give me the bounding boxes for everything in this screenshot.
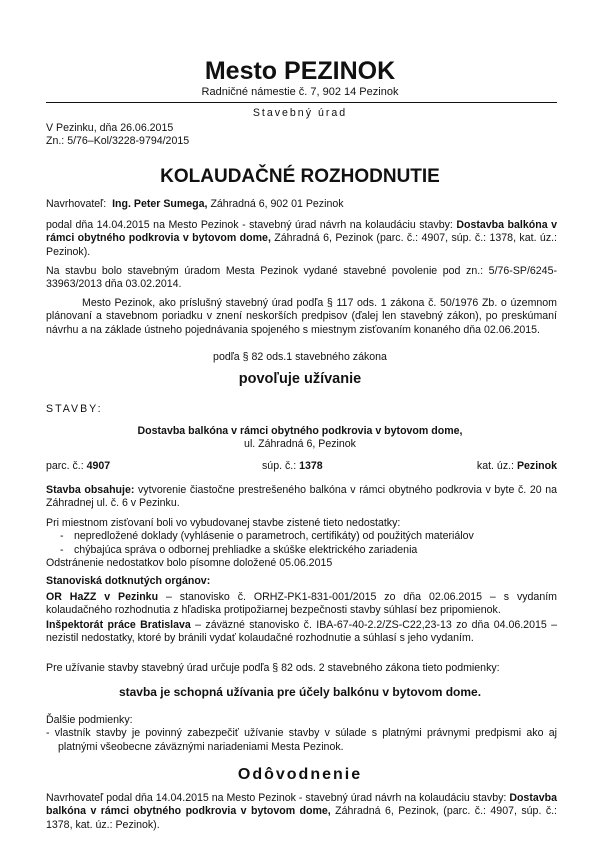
registry-label: súp. č.: bbox=[262, 460, 300, 472]
reasoning-paragraph bbox=[46, 792, 557, 832]
opinions-label: Stanoviská dotknutých orgánov: bbox=[46, 575, 211, 587]
opinion-text: – záväzné stanovisko č. IBA-67-40-2.2/ZS-C22,23-13 zo dňa 04.06.2015 – nezistil nedostatky, ktoré by bránili vydať kolaudačné rozhodnutie a súhlasí s jeho vydaním. bbox=[46, 619, 558, 645]
content-label: Stavba obsahuje: bbox=[46, 484, 135, 496]
opinion-fire-rescue bbox=[46, 591, 557, 618]
defects-intro: Pri miestnom zisťovaní boli vo vybudovanej stavbe zistené tieto nedostatky: bbox=[46, 517, 401, 529]
building-name: Dostavba balkóna v rámci obytného podkrovia v bytovom dome, bbox=[137, 425, 463, 437]
file-number: Zn.: 5/76–Kol/3228-9794/2015 bbox=[46, 135, 190, 148]
applicant-label: Navrhovateľ: bbox=[46, 198, 107, 210]
applicant-address: Záhradná 6, 902 01 Pezinok bbox=[210, 198, 344, 210]
defects-block bbox=[46, 517, 557, 571]
applicant-name: Ing. Peter Sumega, bbox=[112, 198, 208, 210]
meta-block bbox=[46, 122, 557, 149]
conditions-intro: Pre užívanie stavby stavebný úrad určuje podľa § 82 ods. 2 stavebného zákona tieto podmienky: bbox=[46, 662, 500, 674]
building-name-bold: Dostavba balkóna v rámci obytného podkrovia v bytovom dome, bbox=[46, 219, 557, 245]
paragraph-text: podal dňa 14.04.2015 na Mesto Pezinok - stavebný úrad návrh na kolaudáciu stavby: bbox=[46, 219, 457, 231]
further-conditions bbox=[46, 714, 557, 754]
reasoning-text: Navrhovateľ podal dňa 14.04.2015 na Mesto Pezinok - stavebný úrad návrh na kolaudáciu stavby: bbox=[46, 792, 510, 804]
registry-number bbox=[262, 460, 323, 473]
defects-list bbox=[46, 530, 557, 557]
registry-value: 1378 bbox=[299, 460, 323, 472]
place-date: V Pezinku, dňa 26.06.2015 bbox=[46, 122, 174, 134]
defects-resolved: Odstránenie nedostatkov bolo písomne doložené 05.06.2015 bbox=[46, 557, 333, 570]
municipality-title: Mesto PEZINOK bbox=[204, 57, 396, 85]
list-item: - nepredložené doklady (vyhlásenie o parametroch, certifikáty) od použitých materiálov bbox=[46, 530, 557, 543]
usage-statement: stavba je schopná užívania pre účely balkónu v bytovom dome. bbox=[118, 685, 482, 699]
content-text: vytvorenie čiastočne prestrešeného balkóna v rámci obytného podkrovia v byte č. 20 na Záhradnej ul. č. 6 v Pezinku. bbox=[46, 484, 558, 510]
paragraph-application bbox=[46, 219, 557, 259]
header-divider bbox=[46, 102, 557, 103]
further-label: Ďalšie podmienky: bbox=[46, 714, 133, 726]
building-name-bold: Dostavba balkóna v rámci obytného podkrovia v bytovom dome, bbox=[46, 792, 557, 818]
office-name: Stavebný úrad bbox=[252, 107, 348, 119]
paragraph-permit: Na stavbu bolo stavebným úradom Mesta Pezinok vydané stavebné povolenie pod zn.: 5/76-SP/6245-33963/2013 dňa 03.02.2014. bbox=[46, 265, 557, 291]
further-item: - vlastník stavby je povinný zabezpečiť užívanie stavby v súlade s platnými právnymi predpismi ako aj platnými všeobecne záväznými nariadeniami Mesta Pezinok. bbox=[46, 727, 557, 753]
list-item: - chýbajúca správa o odbornej prehliadke a skúške elektrického zariadenia bbox=[46, 544, 557, 557]
legal-basis: podľa § 82 ods.1 stavebného zákona bbox=[213, 351, 387, 363]
reasoning-heading: Odôvodnenie bbox=[237, 766, 363, 783]
cadastral-area bbox=[477, 460, 557, 473]
document-title: KOLAUDAČNÉ ROZHODNUTIE bbox=[160, 166, 440, 187]
paragraph-authority: Mesto Pezinok, ako príslušný stavebný úrad podľa § 117 ods. 1 zákona č. 50/1976 Zb. o územnom plánovaní a stavebnom poriadku v znení neskorších predpisov (ďalej len stavebný zákon), po preskúmaní návrhu a na základe ústneho pojednávania spojeného s miestnym zisťovaním konaného dňa 02.06.2015. bbox=[46, 297, 557, 336]
building-content bbox=[46, 484, 557, 511]
opinion-text: – stanovisko č. ORHZ-PK1-831-001/2015 zo dňa 02.06.2015 – s vydaním kolaudačného rozhodnutia z hľadiska protipožiarnej bezpečnosti stavby súhlasí bez pripomienok. bbox=[46, 591, 557, 617]
applicant-line bbox=[46, 198, 557, 211]
parcel-value: 4907 bbox=[86, 460, 111, 472]
parcel-number bbox=[46, 460, 110, 473]
building-address: ul. Záhradná 6, Pezinok bbox=[244, 438, 356, 450]
opinion-labour-inspectorate bbox=[46, 619, 557, 646]
stavby-label: STAVBY: bbox=[46, 403, 103, 415]
cadastral-value: Pezinok bbox=[516, 460, 557, 472]
parcel-label: parc. č.: bbox=[46, 460, 87, 472]
municipality-address: Radničné námestie č. 7, 902 14 Pezinok bbox=[201, 86, 399, 98]
opinion-authority: OR HaZZ v Pezinku bbox=[46, 591, 159, 603]
reasoning-text: Záhradná 6, Pezinok, (parc. č.: 4907, súp. č.: 1378, kat. úz.: Pezinok). bbox=[46, 805, 558, 831]
decision-heading: povoľuje užívanie bbox=[238, 371, 362, 387]
paragraph-text: Záhradná 6, Pezinok (parc. č.: 4907, súp. č.: 1378, kat. úz.: Pezinok). bbox=[46, 232, 558, 258]
cadastral-label: kat. úz.: bbox=[476, 460, 517, 472]
opinion-authority: Inšpektorát práce Bratislava bbox=[46, 619, 191, 631]
